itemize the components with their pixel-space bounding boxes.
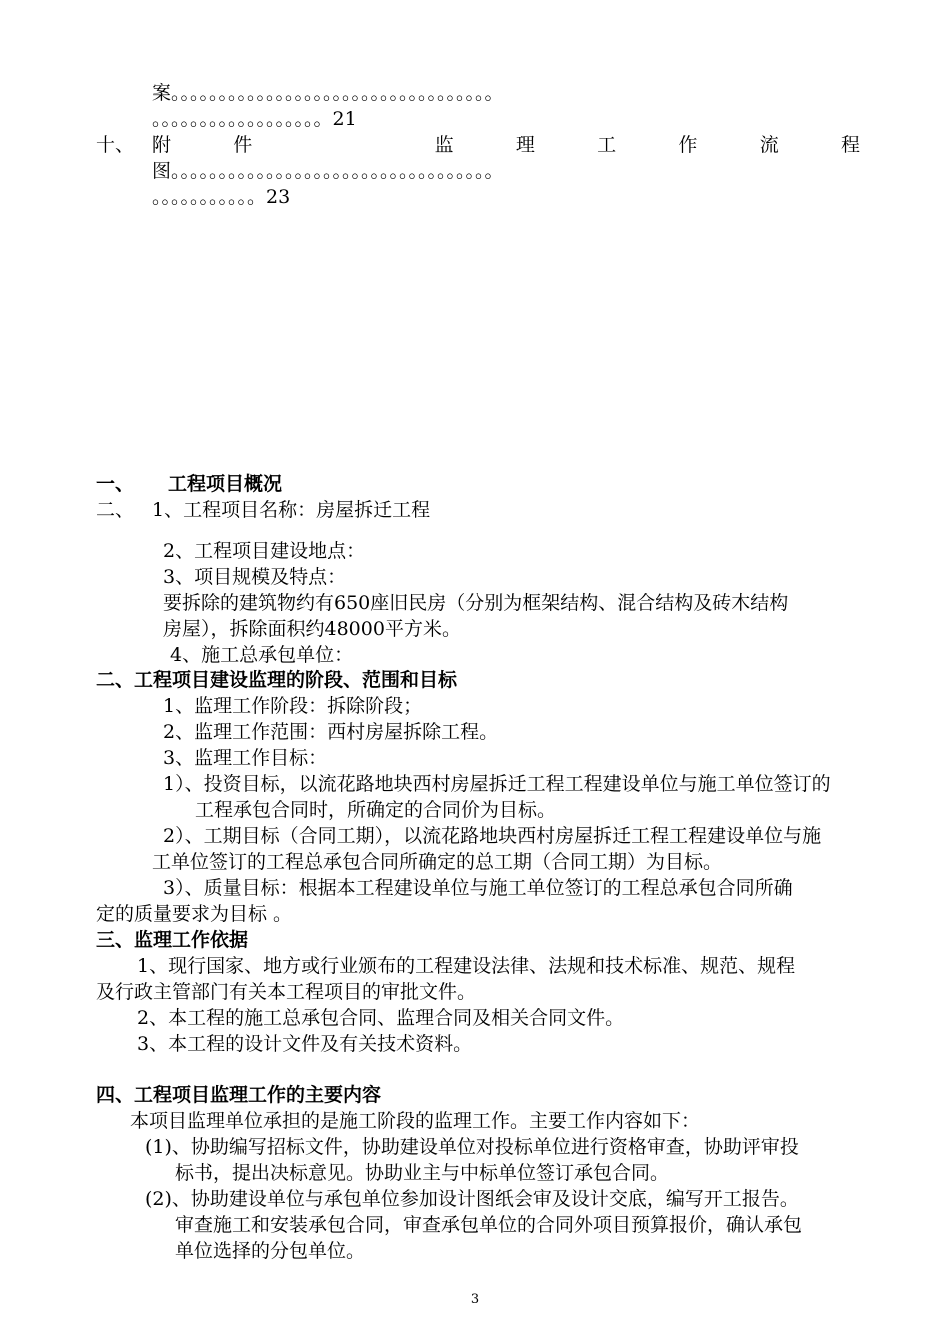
- supervision-stage: 1、监理工作阶段：拆除阶段；: [163, 695, 423, 717]
- basis-item: 1、现行国家、地方或行业颁布的工程建设法律、法规和技术标准、规范、规程: [137, 955, 796, 977]
- goal-schedule-cont: 工单位签订的工程总承包合同所确定的总工期（合同工期）为目标。: [152, 851, 723, 873]
- section-3-heading: 三、监理工作依据: [96, 929, 249, 951]
- supervision-scope: 2、监理工作范围：西村房屋拆除工程。: [163, 721, 499, 743]
- toc-item-ten-number: 十、: [96, 134, 135, 156]
- content-item: (2)、协助建设单位与承包单位参加设计图纸会审及设计交底，编写开工报告。: [145, 1188, 799, 1210]
- section-1-number: 一、: [96, 473, 135, 495]
- content-item: (1)、协助编写招标文件，协助建设单位对投标单位进行资格审查，协助评审投: [145, 1136, 799, 1158]
- goal-schedule: 2）、工期目标（合同工期），以流花路地块西村房屋拆迁工程工程建设单位与施: [163, 825, 822, 847]
- toc-line-4: 图。。。。。。。。。。。。。。。。。。。。。。。。。。。。。。。。。。: [152, 160, 504, 182]
- toc-item-ten-title: [152, 132, 860, 158]
- toc-char: 工: [597, 134, 617, 156]
- content-item-cont: 单位选择的分包单位。: [175, 1240, 366, 1262]
- section-4-heading: 四、工程项目监理工作的主要内容: [96, 1084, 382, 1106]
- section-4-intro: 本项目监理单位承担的是施工阶段的监理工作。主要工作内容如下：: [130, 1110, 701, 1132]
- toc-line-2: 。。。。。。。。。。。。。。。。。。21: [152, 108, 357, 130]
- contractor-unit: 4、施工总承包单位：: [170, 644, 354, 666]
- toc-line-5: 。。。。。。。。。。。23: [152, 186, 291, 208]
- basis-item-cont: 及行政主管部门有关本工程项目的审批文件。: [96, 981, 477, 1003]
- content-item-cont: 审查施工和安装承包合同，审查承包单位的合同外项目预算报价，确认承包: [175, 1214, 803, 1236]
- page-number: 3: [470, 1292, 480, 1307]
- basis-item: 3、本工程的设计文件及有关技术资料。: [137, 1033, 473, 1055]
- supervision-goals: 3、监理工作目标：: [163, 747, 328, 769]
- project-scale: 3、项目规模及特点：: [163, 566, 347, 588]
- project-desc-line: 房屋），拆除面积约48000平方米。: [163, 618, 461, 640]
- goal-quality: 3）、质量目标：根据本工程建设单位与施工单位签订的工程总承包合同所确: [163, 877, 793, 899]
- toc-char: 流: [759, 134, 779, 156]
- content-item-cont: 标书，提出决标意见。协助业主与中标单位签订承包合同。: [175, 1162, 670, 1184]
- goal-investment: 1）、投资目标，以流花路地块西村房屋拆迁工程工程建设单位与施工单位签订的: [163, 773, 831, 795]
- toc-char: 附: [152, 134, 172, 156]
- section-1-heading: 工程项目概况: [168, 473, 283, 495]
- toc-char: 程: [840, 134, 860, 156]
- section-2-heading: 二、工程项目建设监理的阶段、范围和目标: [96, 669, 458, 691]
- toc-char: 件: [233, 134, 253, 156]
- project-desc-line: 要拆除的建筑物约有650座旧民房（分别为框架结构、混合结构及砖木结构: [163, 592, 789, 614]
- toc-char: 理: [515, 134, 535, 156]
- basis-item: 2、本工程的施工总承包合同、监理合同及相关合同文件。: [137, 1007, 625, 1029]
- project-location: 2、工程项目建设地点：: [163, 540, 366, 562]
- project-name: 1、工程项目名称：房屋拆迁工程: [152, 499, 431, 521]
- toc-line-1: 案。。。。。。。。。。。。。。。。。。。。。。。。。。。。。。。。。。: [152, 82, 504, 104]
- toc-char: 监: [434, 134, 454, 156]
- toc-char: 作: [678, 134, 698, 156]
- section-2-marker: 二、: [96, 499, 135, 521]
- goal-quality-cont: 定的质量要求为目标 。: [96, 903, 293, 925]
- goal-investment-cont: 工程承包合同时，所确定的合同价为目标。: [195, 799, 557, 821]
